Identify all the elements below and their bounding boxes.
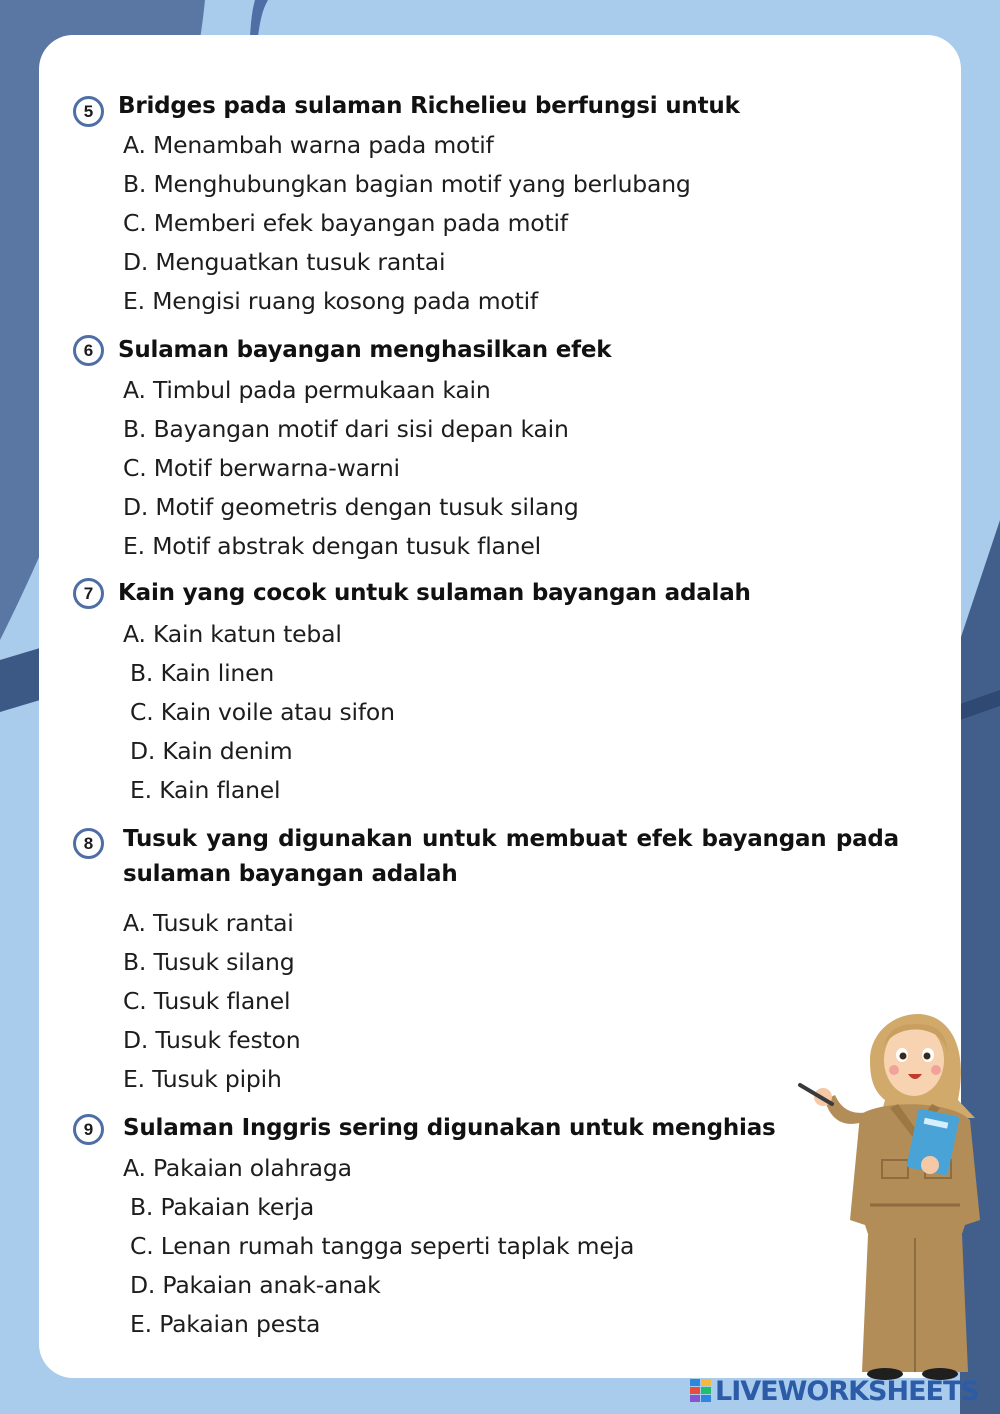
- question-text: Sulaman Inggris sering digunakan untuk menghias: [123, 1115, 776, 1141]
- question-number-badge: 7: [73, 578, 104, 609]
- answer-option[interactable]: A. Tusuk rantai: [123, 909, 294, 937]
- answer-option[interactable]: B. Kain linen: [130, 659, 275, 687]
- teacher-illustration: [790, 1000, 1000, 1386]
- answer-option[interactable]: C. Memberi efek bayangan pada motif: [123, 209, 568, 237]
- answer-option[interactable]: B. Tusuk silang: [123, 948, 295, 976]
- answer-option[interactable]: C. Kain voile atau sifon: [130, 698, 395, 726]
- answer-option[interactable]: D. Menguatkan tusuk rantai: [123, 248, 446, 276]
- question-text: Sulaman bayangan menghasilkan efek: [118, 337, 612, 363]
- answer-option[interactable]: D. Motif geometris dengan tusuk silang: [123, 493, 579, 521]
- answer-option[interactable]: D. Kain denim: [130, 737, 293, 765]
- answer-option[interactable]: C. Motif berwarna-warni: [123, 454, 400, 482]
- answer-option[interactable]: A. Timbul pada permukaan kain: [123, 376, 491, 404]
- question-number-badge: 6: [73, 335, 104, 366]
- answer-option[interactable]: C. Tusuk flanel: [123, 987, 291, 1015]
- answer-option[interactable]: B. Bayangan motif dari sisi depan kain: [123, 415, 569, 443]
- question-number-badge: 9: [73, 1114, 104, 1145]
- question-text: Tusuk yang digunakan untuk membuat efek bayangan pada sulaman bayangan adalah: [123, 826, 899, 887]
- answer-option[interactable]: E. Kain flanel: [130, 776, 281, 804]
- answer-option[interactable]: A. Kain katun tebal: [123, 620, 342, 648]
- answer-option[interactable]: A. Menambah warna pada motif: [123, 131, 494, 159]
- answer-option[interactable]: E. Pakaian pesta: [130, 1310, 321, 1338]
- question-number-badge: 5: [73, 96, 104, 127]
- question-text: Bridges pada sulaman Richelieu berfungsi untuk: [118, 93, 740, 119]
- answer-option[interactable]: D. Pakaian anak-anak: [130, 1271, 381, 1299]
- answer-option[interactable]: E. Motif abstrak dengan tusuk flanel: [123, 532, 542, 560]
- liveworksheets-logo: [690, 1372, 990, 1410]
- answer-option[interactable]: E. Mengisi ruang kosong pada motif: [123, 287, 538, 315]
- answer-option[interactable]: C. Lenan rumah tangga seperti taplak meja: [130, 1232, 635, 1260]
- answer-option[interactable]: B. Menghubungkan bagian motif yang berlubang: [123, 170, 691, 198]
- question-text: Kain yang cocok untuk sulaman bayangan adalah: [118, 580, 751, 606]
- answer-option[interactable]: D. Tusuk feston: [123, 1026, 301, 1054]
- answer-option[interactable]: E. Tusuk pipih: [123, 1065, 282, 1093]
- logo-text: LIVEWORKSHEETS: [715, 1375, 979, 1407]
- answer-option[interactable]: A. Pakaian olahraga: [123, 1154, 352, 1182]
- question-number-badge: 8: [73, 828, 104, 859]
- logo-blocks-icon: [690, 1379, 712, 1403]
- answer-option[interactable]: B. Pakaian kerja: [130, 1193, 315, 1221]
